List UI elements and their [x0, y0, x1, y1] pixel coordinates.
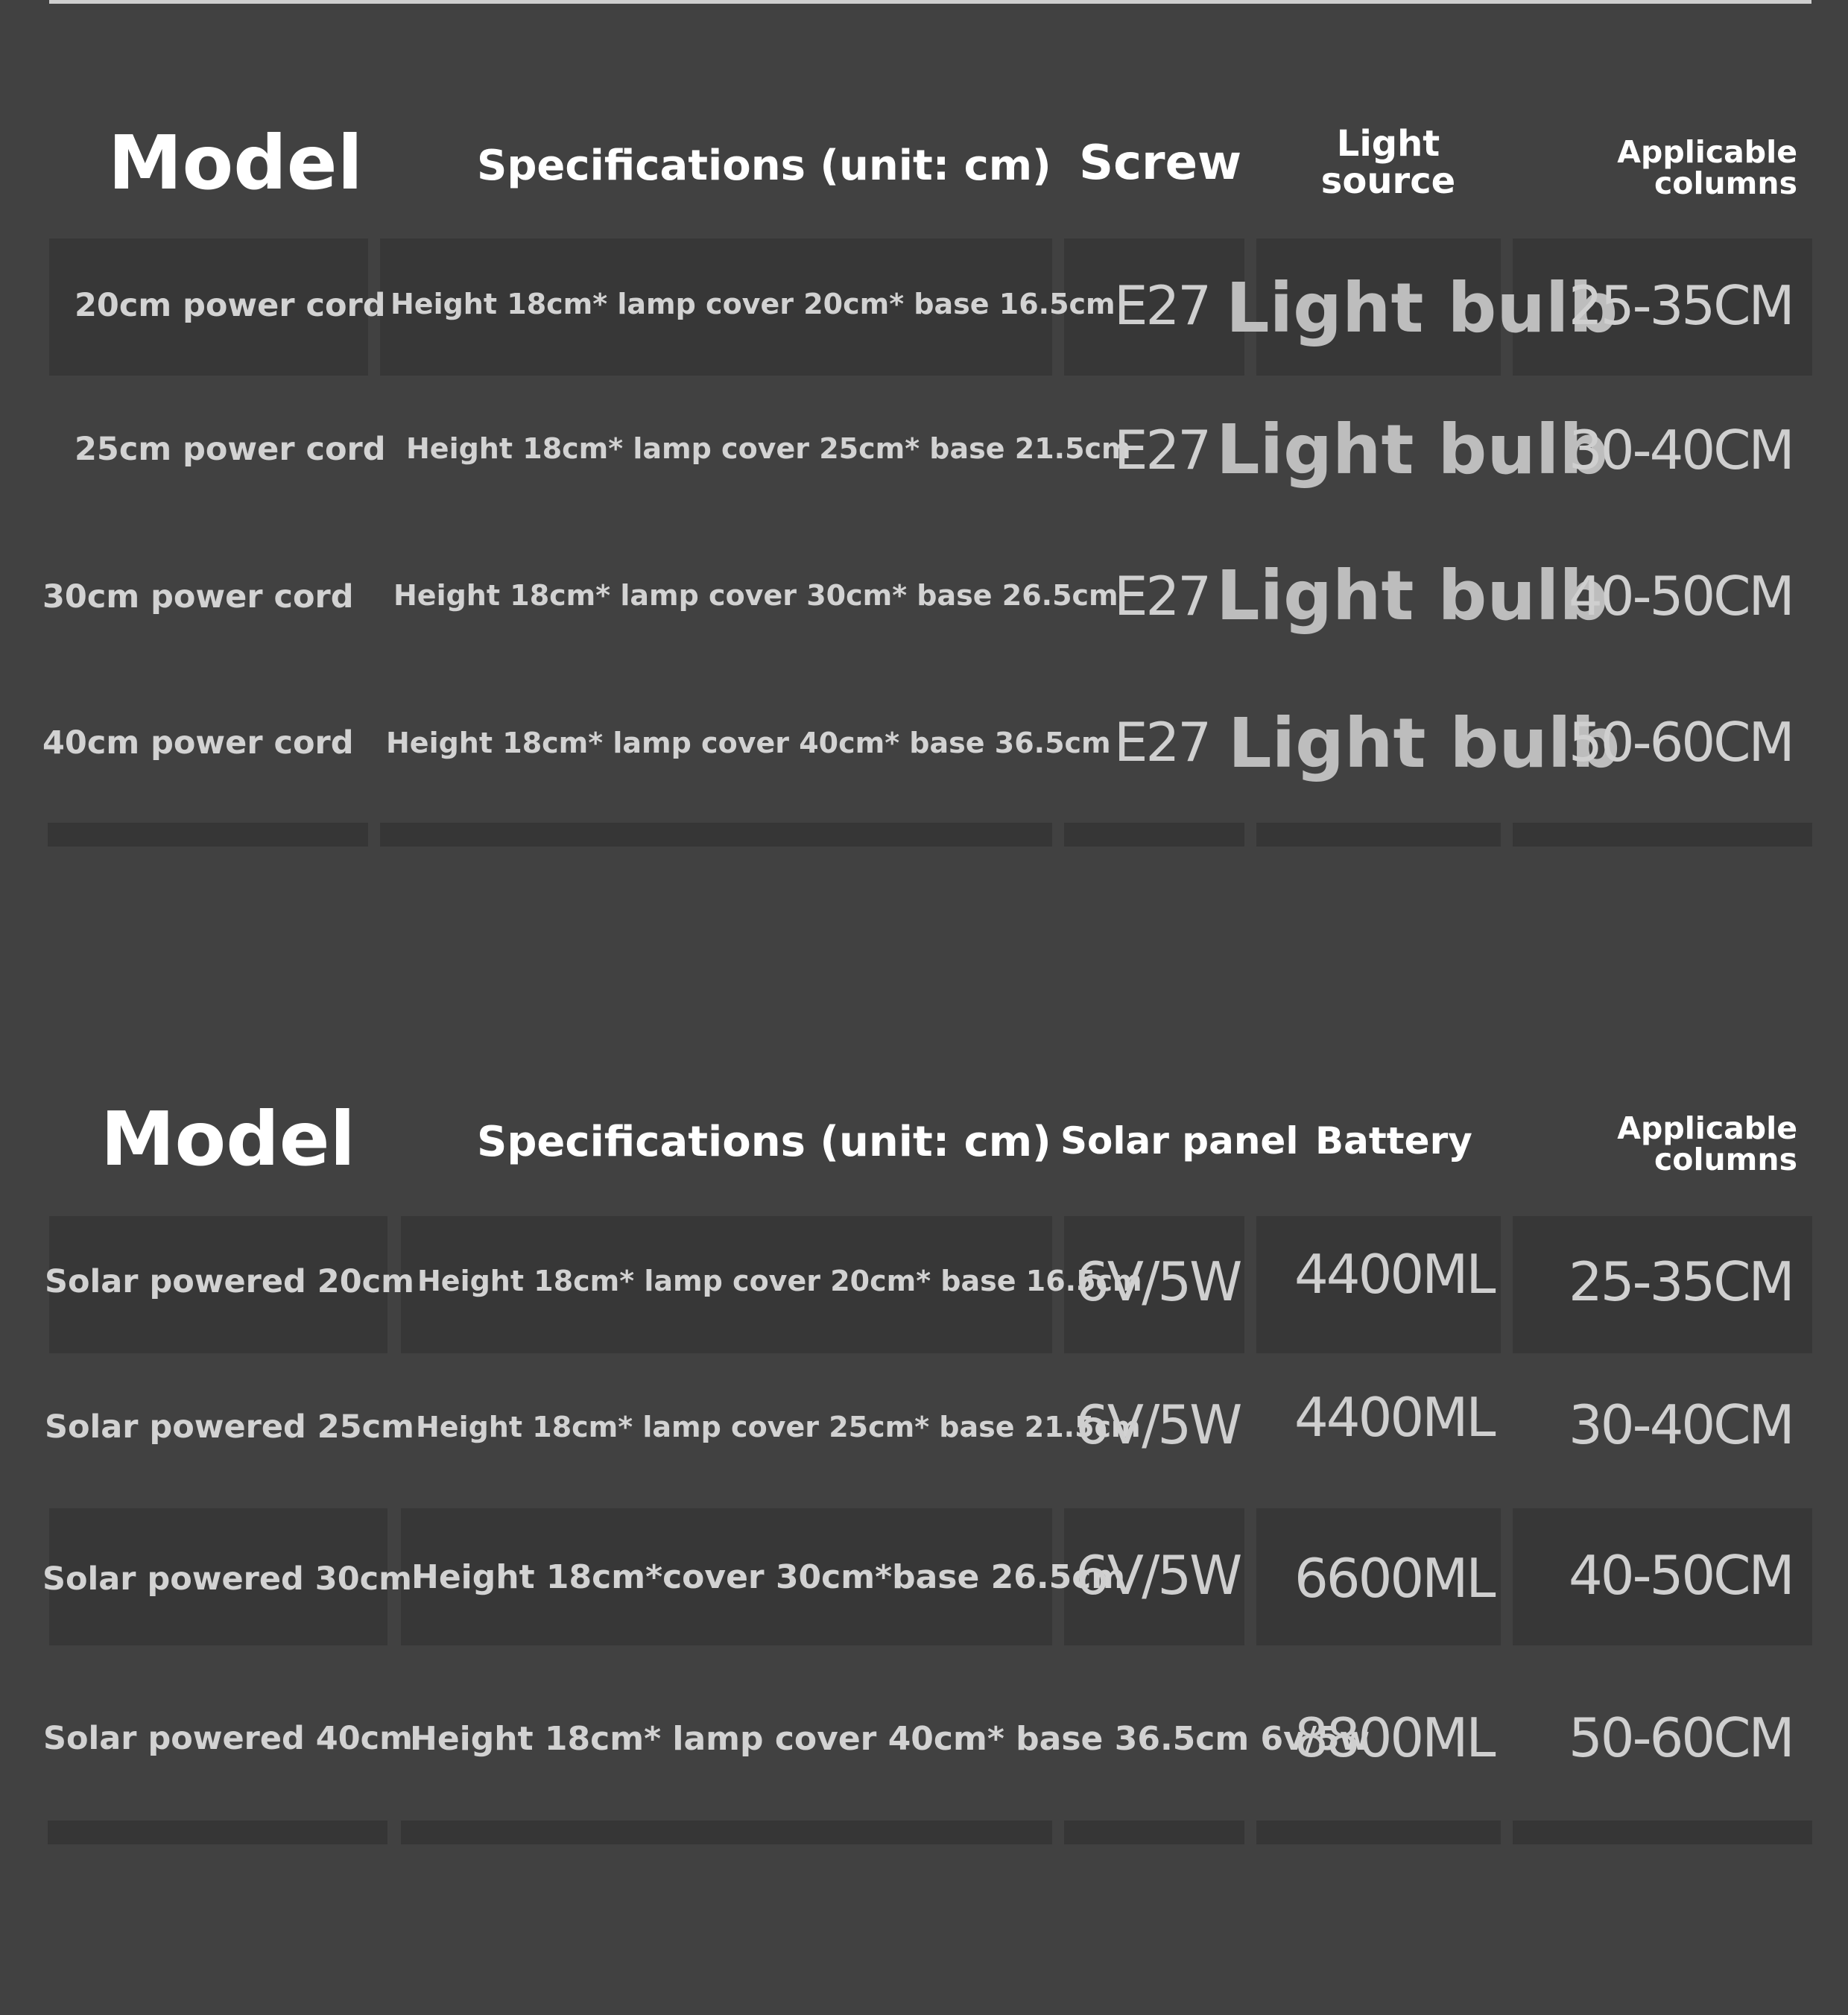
screw-cell: E27 [1114, 565, 1210, 627]
model-cell: 20cm power cord [75, 287, 386, 324]
battery-cell: 4400ML [1294, 1243, 1494, 1306]
applicable-cell: 30-40CM [1569, 419, 1793, 481]
model-cell: Solar powered 40cm [43, 1720, 413, 1757]
light-source-cell: Light bulb [1216, 410, 1609, 490]
applicable-header-line2: columns [1654, 1142, 1797, 1177]
table-footer-bar [1064, 823, 1244, 847]
screw-header: Screw [1079, 136, 1242, 191]
model-cell: 40cm power cord [42, 724, 354, 762]
applicable-cell: 50-60CM [1569, 711, 1793, 774]
applicable-cell: 30-40CM [1569, 1394, 1793, 1456]
battery-cell: 6600ML [1294, 1547, 1494, 1610]
model-header: Model [101, 1095, 355, 1183]
applicable-cell: 25-35CM [1569, 274, 1793, 337]
screw-cell: E27 [1114, 419, 1210, 481]
model-cell: Solar powered 20cm [45, 1263, 414, 1300]
solar-panel-cell: 6V/5W [1075, 1250, 1241, 1313]
applicable-columns-header [1602, 136, 1797, 199]
spec-cell: Height 18cm* lamp cover 40cm* base 36.5cm 6v/5w [410, 1720, 1370, 1758]
table-footer-bar [48, 1821, 387, 1844]
table-footer-bar [1513, 823, 1812, 847]
light-source-header-line1: Light [1336, 123, 1440, 165]
spec-cell: Height 18cm* lamp cover 25cm* base 21.5cm [406, 432, 1131, 465]
light-source-header [1319, 125, 1458, 200]
light-source-cell: Light bulb [1216, 556, 1609, 636]
applicable-header-line1: Applicable [1617, 1110, 1797, 1146]
battery-header: Battery [1315, 1119, 1472, 1162]
spec-header: Specifications (unit: cm) [477, 1118, 1051, 1166]
model-cell: Solar powered 30cm [42, 1560, 412, 1598]
table-footer-bar [1513, 1821, 1812, 1844]
spec-cell: Height 18cm* lamp cover 40cm* base 36.5cm [386, 727, 1111, 759]
solar-panel-header: Solar panel [1060, 1119, 1299, 1162]
model-cell: Solar powered 25cm [45, 1408, 414, 1446]
spec-cell: Height 18cm* lamp cover 20cm* base 16.5cm [390, 288, 1116, 320]
applicable-cell: 40-50CM [1569, 565, 1793, 627]
screw-cell: E27 [1114, 274, 1210, 337]
solar-panel-cell: 6V/5W [1075, 1544, 1241, 1607]
battery-cell: 8800ML [1294, 1706, 1494, 1769]
spec-header: Specifications (unit: cm) [477, 142, 1051, 190]
spec-cell: Height 18cm* lamp cover 20cm* base 16.5cm [417, 1265, 1142, 1297]
light-source-cell: Light bulb [1228, 703, 1621, 783]
light-source-header-line2: source [1320, 160, 1456, 202]
table-footer-bar [1256, 823, 1501, 847]
spec-cell: Height 18cm* lamp cover 30cm* base 26.5cm [393, 579, 1118, 612]
applicable-header-line2: columns [1654, 165, 1797, 201]
table-footer-bar [1064, 1821, 1244, 1844]
battery-cell: 4400ML [1294, 1386, 1494, 1449]
applicable-columns-header [1602, 1110, 1797, 1177]
top-divider [49, 0, 1811, 4]
solar-panel-cell: 6V/5W [1075, 1394, 1241, 1456]
spec-cell: Height 18cm*cover 30cm*base 26.5cm [411, 1558, 1126, 1596]
applicable-cell: 40-50CM [1569, 1544, 1793, 1607]
spec-cell: Height 18cm* lamp cover 25cm* base 21.5cm [416, 1411, 1141, 1443]
model-header: Model [108, 119, 363, 206]
model-cell: 25cm power cord [75, 431, 386, 468]
screw-cell: E27 [1114, 711, 1210, 774]
applicable-header-line1: Applicable [1617, 134, 1797, 170]
light-source-cell: Light bulb [1226, 268, 1618, 348]
table-footer-bar [48, 823, 368, 847]
table-footer-bar [380, 823, 1052, 847]
model-cell: 30cm power cord [42, 578, 354, 616]
table-footer-bar [401, 1821, 1052, 1844]
applicable-cell: 25-35CM [1569, 1250, 1793, 1313]
applicable-cell: 50-60CM [1569, 1706, 1793, 1769]
table-footer-bar [1256, 1821, 1501, 1844]
